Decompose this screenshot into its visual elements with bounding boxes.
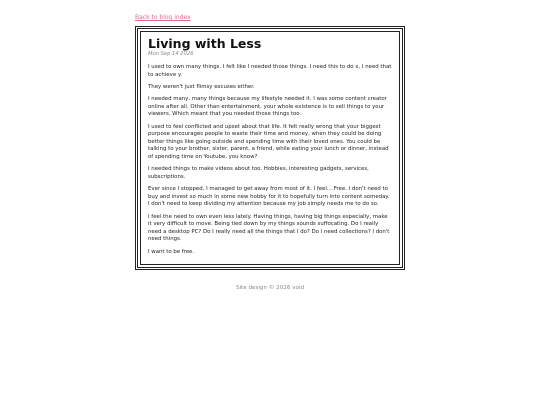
post-container	[135, 26, 405, 270]
post-title: Living with Less	[148, 36, 262, 51]
back-to-index-link[interactable]: Back to blog index	[135, 14, 191, 21]
post-paragraph: I used to own many things. I felt like I needed those things. I need this to do x, I need that to achieve y.	[148, 64, 392, 78]
post-paragraph: Ever since I stopped, I managed to get away from most of it. I feel... Free. I don't need to buy and invest so much in some new hobby for it to hopefully turn into content someday. I don't need to keep dividing my attention because my job simply needs me to do so.	[148, 186, 390, 208]
post-paragraph: I needed many, many things because my lifestyle needed it. I was some content creator online after all. Other than entertainment, your whole existence is to sell things to your viewers. Which meant that you needed those things too.	[148, 96, 387, 118]
post-paragraph: They weren't just flimsy excuses either.	[148, 83, 255, 90]
site-footer: Site design © 2026 void	[235, 285, 305, 291]
post-date: Mon Sep 14 2026	[148, 51, 194, 57]
post-paragraph: I needed things to make videos about too. Hobbies, interesting gadgets, services, subscriptions.	[148, 166, 369, 180]
post-paragraph: I used to feel conflicted and upset about that life. It felt really wrong that your biggest purpose encourages people to waste their time and money, when they could be doing better things like going outside and spending time with their loved ones. You could be talking to your brother, sister, parent, a friend, while eating your lunch or dinner, instead of spending time on Youtube, you know?	[148, 123, 389, 160]
post-body	[148, 64, 392, 256]
post-paragraph: I feel the need to own even less lately. Having things, having big things especially, make it very difficult to move. Being tied down by my things sounds suffocating. Do I really need a desktop PC? Do I really need all the things that I do? Do I need collections? I don't need things.	[148, 213, 390, 243]
post-inner-frame	[140, 31, 400, 265]
post-paragraph: I want to be free.	[148, 248, 195, 255]
